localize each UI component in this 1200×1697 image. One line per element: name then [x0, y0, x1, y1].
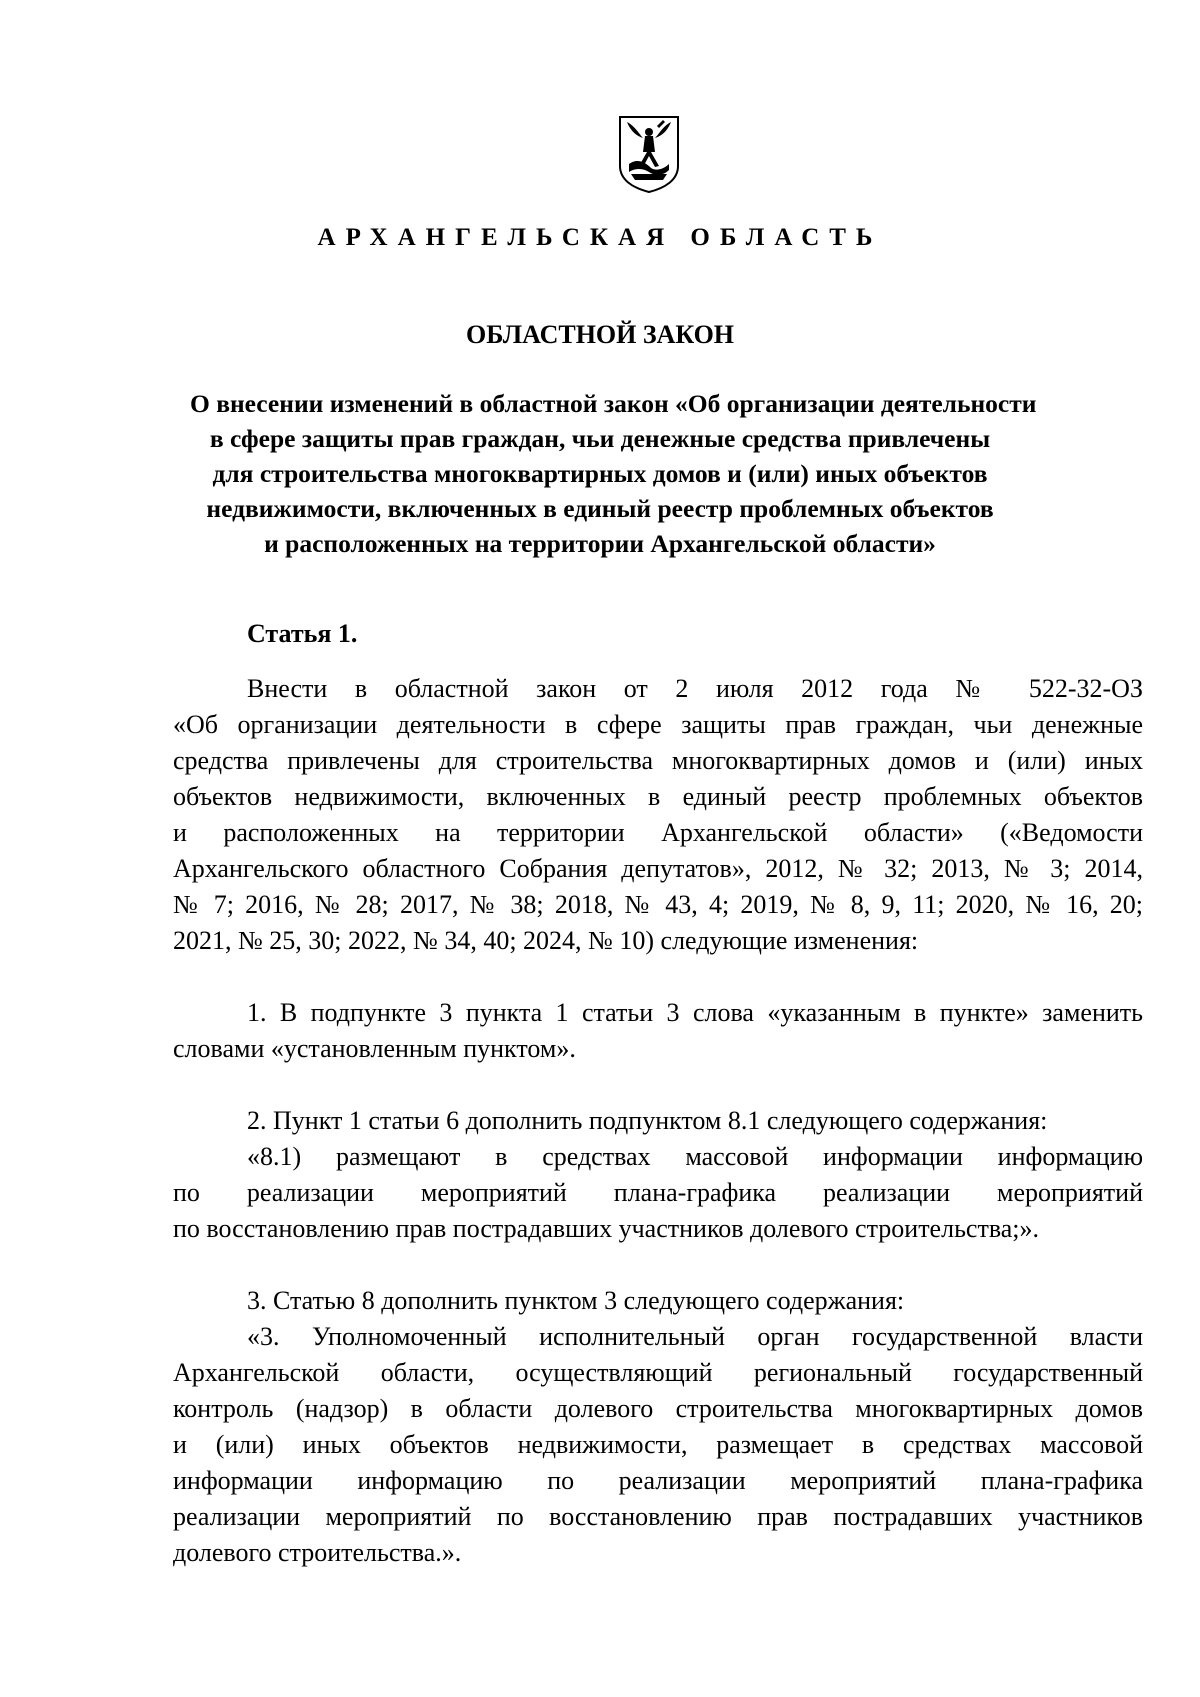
article-heading: Статья 1. [247, 619, 358, 648]
title-line: для строительства многоквартирных домов и (или) иных объектов [212, 459, 988, 488]
text-line: контроль (надзор) в области долевого строительства многоквартирных домов [173, 1394, 1143, 1423]
text-line: 2. Пункт 1 статьи 6 дополнить подпунктом 8.1 следующего содержания: [247, 1106, 1048, 1135]
document-title [190, 386, 1037, 561]
coat-of-arms-emblem [617, 114, 681, 194]
item-2-paragraph [173, 1103, 1143, 1139]
article-body [173, 671, 1143, 1571]
text-line: словами «установленным пунктом». [173, 1034, 576, 1063]
region-name: АРХАНГЕЛЬСКАЯ ОБЛАСТЬ [317, 224, 883, 251]
paragraph-spacer [173, 959, 1143, 995]
item-3-quote [173, 1319, 1143, 1571]
shield-icon [617, 114, 681, 194]
paragraph-spacer [173, 1247, 1143, 1283]
text-line: Внести в областной закон от 2 июля 2012 года № 522-32-ОЗ [247, 674, 1143, 703]
text-line: «8.1) размещают в средствах массовой информации информацию [247, 1142, 1143, 1171]
title-line: недвижимости, включенных в единый реестр проблемных объектов [206, 494, 994, 523]
title-line: О внесении изменений в областной закон «Об организации деятельности [190, 389, 1037, 418]
paragraph-spacer [173, 1067, 1143, 1103]
title-line: в сфере защиты прав граждан, чьи денежные средства привлечены [209, 424, 991, 453]
text-line: № 7; 2016, № 28; 2017, № 38; 2018, № 43, 4; 2019, № 8, 9, 11; 2020, № 16, 20; [173, 890, 1143, 919]
text-line: Архангельской области, осуществляющий региональный государственный [173, 1358, 1143, 1387]
text-line: и расположенных на территории Архангельской области» («Ведомости [173, 818, 1143, 847]
document-type: ОБЛАСТНОЙ ЗАКОН [465, 320, 735, 349]
text-line: 1. В подпункте 3 пункта 1 статьи 3 слова «указанным в пункте» заменить [247, 998, 1143, 1027]
text-line: Архангельского областного Собрания депутатов», 2012, № 32; 2013, № 3; 2014, [173, 854, 1143, 883]
intro-paragraph [173, 671, 1143, 959]
text-line: средства привлечены для строительства многоквартирных домов и (или) иных [173, 746, 1143, 775]
text-line: реализации мероприятий по восстановлению прав пострадавших участников [173, 1502, 1143, 1531]
text-line: по реализации мероприятий плана-графика реализации мероприятий [173, 1178, 1143, 1207]
text-line: по восстановлению прав пострадавших участников долевого строительства;». [173, 1214, 1040, 1243]
item-2-quote [173, 1139, 1143, 1247]
text-line: 2021, № 25, 30; 2022, № 34, 40; 2024, № 10) следующие изменения: [173, 926, 919, 955]
title-line: и расположенных на территории Архангельской области» [264, 529, 936, 558]
item-1-paragraph [173, 995, 1143, 1067]
text-line: долевого строительства.». [173, 1538, 462, 1567]
text-line: 3. Статью 8 дополнить пунктом 3 следующего содержания: [247, 1286, 905, 1315]
text-line: объектов недвижимости, включенных в единый реестр проблемных объектов [173, 782, 1143, 811]
text-line: и (или) иных объектов недвижимости, размещает в средствах массовой [173, 1430, 1143, 1459]
text-line: «3. Уполномоченный исполнительный орган государственной власти [247, 1322, 1143, 1351]
text-line: «Об организации деятельности в сфере защиты прав граждан, чьи денежные [173, 710, 1143, 739]
item-3-paragraph [173, 1283, 1143, 1319]
text-line: информации информацию по реализации мероприятий плана-графика [173, 1466, 1143, 1495]
